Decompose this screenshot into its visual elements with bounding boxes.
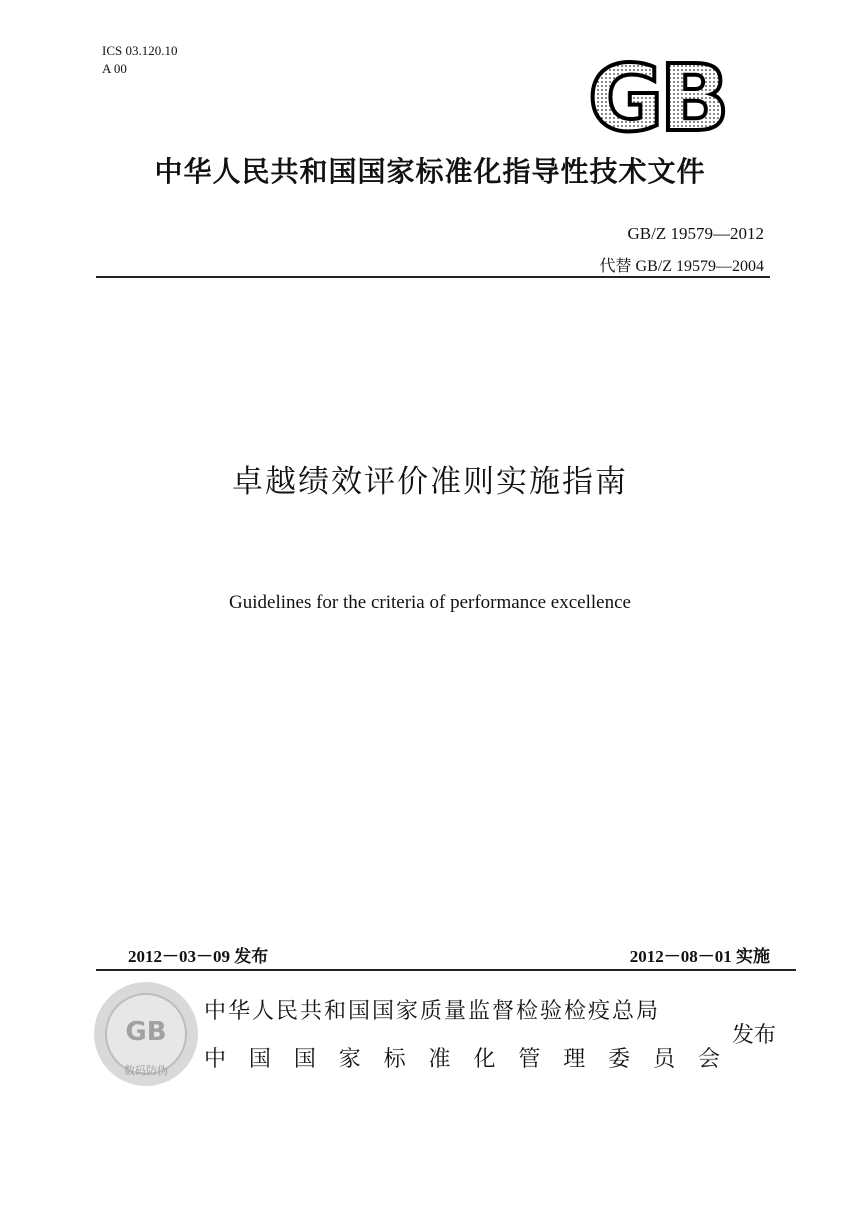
replaces-number: GB/Z 19579—2004 (635, 258, 764, 275)
classification-codes (102, 42, 177, 78)
issuer-sac-char: 员 (653, 1047, 676, 1072)
implement-label: 实施 (736, 947, 770, 967)
issuer-sac-char: 标 (383, 1047, 406, 1072)
issuer-sac-char: 化 (473, 1047, 496, 1072)
issuer-sac-char: 管 (518, 1047, 541, 1072)
publish-label: 发布 (234, 947, 269, 967)
title-chinese: 卓越绩效评价准则实施指南 (232, 464, 628, 500)
issuer-sac-char: 国 (293, 1047, 316, 1072)
header-divider (96, 276, 770, 278)
svg-text:数码防伪: 数码防伪 (124, 1064, 168, 1077)
title-english: Guidelines for the criteria of performance excellence (229, 592, 631, 613)
issuer-sac (204, 1042, 720, 1073)
issuer-sac-char: 理 (563, 1047, 586, 1072)
gb-logo (584, 52, 754, 140)
publish-date (128, 942, 268, 967)
issuer-sac-char: 会 (697, 1047, 720, 1072)
svg-text:GB: GB (125, 1017, 167, 1047)
ccs-code: A 00 (102, 61, 127, 76)
replaces-line (600, 253, 764, 276)
issuer-sac-char: 委 (608, 1047, 631, 1072)
issuer-sac-char: 中 (204, 1047, 227, 1072)
implement-date-value: 2012－08－01 (629, 947, 732, 966)
issuer-sac-char: 准 (428, 1047, 451, 1072)
footer-divider (96, 969, 796, 971)
issuer-aqsiq: 中华人民共和国国家质量监督检验检疫总局 (204, 999, 661, 1024)
issue-label: 发布 (732, 1023, 777, 1048)
anti-counterfeit-stamp (90, 978, 202, 1090)
issuer-sac-char: 国 (248, 1047, 271, 1072)
implement-date (630, 942, 770, 967)
document-category: 中华人民共和国国家标准化指导性技术文件 (154, 155, 706, 188)
issuer-sac-char: 家 (338, 1047, 361, 1072)
ics-code: ICS 03.120.10 (102, 43, 178, 58)
standard-number: GB/Z 19579—2012 (627, 224, 764, 243)
publish-date-value: 2012－03－09 (128, 947, 230, 966)
svg-text:GB: GB (588, 52, 726, 140)
replaces-label: 代替 (599, 256, 632, 275)
